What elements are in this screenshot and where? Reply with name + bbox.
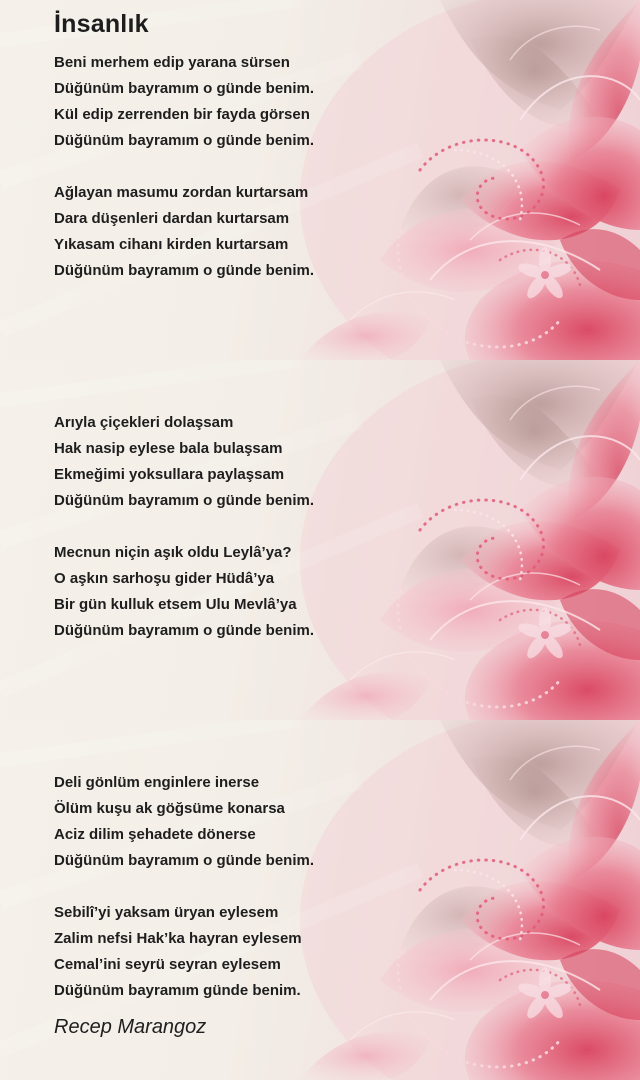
- poem-line: O aşkın sarhoşu gider Hüdâ’ya: [54, 570, 275, 587]
- poem-line: Düğünüm bayramım günde benim.: [54, 982, 301, 999]
- poem-line: Düğünüm bayramım o günde benim.: [54, 852, 315, 869]
- poem-line: Deli gönlüm enginlere inerse: [54, 774, 260, 791]
- poem-author: Recep Marangoz: [54, 1016, 207, 1038]
- poem-line: Düğünüm bayramım o günde benim.: [54, 262, 315, 279]
- poem-line: Cemal’ini seyrü seyran eylesem: [54, 956, 281, 973]
- stanza-3: [54, 410, 314, 514]
- poem-line: Düğünüm bayramım o günde benim.: [54, 492, 315, 509]
- poem-line: Ekmeğimi yoksullara paylaşsam: [54, 466, 285, 483]
- stanza-1: [54, 50, 314, 154]
- poem-line: Kül edip zerrenden bir fayda görsen: [54, 106, 310, 123]
- poem-line: Mecnun niçin aşık oldu Leylâ’ya?: [54, 544, 292, 561]
- poem-line: Aciz dilim şehadete dönerse: [54, 826, 256, 843]
- poem-line: Sebilî’yi yaksam üryan eylesem: [54, 904, 279, 921]
- stanza-4: [54, 540, 314, 644]
- poem-title: İnsanlık: [54, 10, 149, 38]
- stanza-6: [54, 900, 302, 1004]
- poem-line: Bir gün kulluk etsem Ulu Mevlâ’ya: [54, 596, 297, 613]
- poem-line: Ölüm kuşu ak göğsüme konarsa: [54, 800, 285, 817]
- stanza-2: [54, 180, 314, 284]
- poem-line: Arıyla çiçekleri dolaşsam: [54, 414, 234, 431]
- poem-line: Düğünüm bayramım o günde benim.: [54, 132, 315, 149]
- poem-line: Yıkasam cihanı kirden kurtarsam: [54, 236, 289, 253]
- poem-line: Dara düşenleri dardan kurtarsam: [54, 210, 290, 227]
- poem-line: Zalim nefsi Hak’ka hayran eylesem: [54, 930, 302, 947]
- stanza-5: [54, 770, 314, 874]
- poem-line: Hak nasip eylese bala bulaşsam: [54, 440, 283, 457]
- poem-line: Ağlayan masumu zordan kurtarsam: [54, 184, 309, 201]
- poem-line: Düğünüm bayramım o günde benim.: [54, 622, 315, 639]
- poem-line: Düğünüm bayramım o günde benim.: [54, 80, 315, 97]
- poem-line: Beni merhem edip yarana sürsen: [54, 54, 290, 71]
